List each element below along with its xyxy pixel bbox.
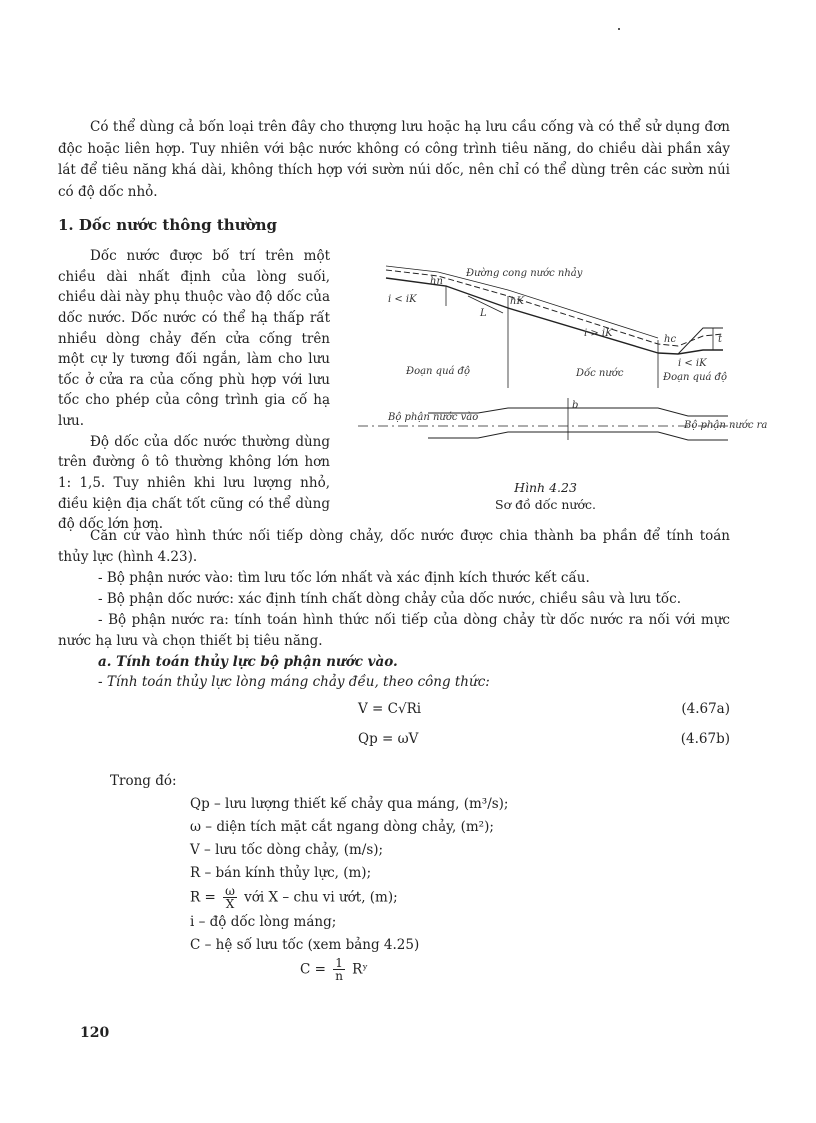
def-v: V – lưu tốc dòng chảy, (m/s);	[190, 841, 384, 858]
c-lhs: C =	[300, 961, 326, 978]
equation-1	[58, 693, 730, 723]
left-paragraph-1: Dốc nước được bố trí trên một chiều dài nhất định của lòng suối, chiều dài này phụ thuộc vào độ dốc của dốc nước. Dốc nước có thể hạ thấp rất nhiều dòng chảy đến cửa cống trên một cự ly tương đối ngắn, làm cho lưu tốc ở cửa ra của cống phù hợp với lưu tốc cho phép của công trình gia cố hạ lưu.	[58, 248, 330, 430]
section-heading: 1. Dốc nước thông thường	[58, 216, 278, 234]
label-slope: Dốc nước	[576, 368, 624, 379]
label-hc: hc	[664, 334, 677, 345]
def-r: R – bán kính thủy lực, (m);	[190, 864, 372, 881]
def-r-den: X	[225, 897, 235, 912]
caption-title: Hình 4.23	[514, 480, 577, 495]
label-transition-right: Đoạn quá độ	[663, 372, 728, 383]
label-L: L	[480, 308, 487, 319]
list-item-outlet: - Bộ phận nước ra: tính toán hình thức nối tiếp của dòng chảy từ dốc nước ra nối với mực nước hạ lưu và chọn thiết bị tiêu năng.	[58, 611, 730, 649]
plan-bottom-edge	[428, 432, 728, 440]
subsection-a: a. Tính toán thủy lực bộ phận nước vào.	[98, 653, 398, 670]
def-r-lhs: R =	[190, 889, 216, 906]
label-inlet: Bộ phận nước vào	[388, 412, 479, 423]
def-i: i – độ dốc lòng máng;	[190, 913, 337, 930]
c-num: 1	[335, 955, 343, 970]
def-c: C – hệ số lưu tốc (xem bảng 4.25)	[190, 936, 420, 953]
page-number: 120	[80, 1025, 110, 1041]
def-x: với X – chu vi ướt, (m);	[244, 889, 398, 906]
c-den: n	[335, 969, 343, 984]
equation-2-formula: Qp = ωV	[358, 731, 419, 748]
left-paragraph-2: Độ dốc của dốc nước thường dùng trên đường ô tô thường không lớn hơn 1: 1,5. Tuy nhiên khi lưu lượng nhỏ, điều kiện địa chất tốt cũng có thể dùng độ dốc lớn hơn.	[58, 433, 330, 533]
channel-bed-line	[386, 278, 658, 353]
label-transition-left: Đoạn quá độ	[406, 366, 471, 377]
body-paragraph-1: Căn cứ vào hình thức nối tiếp dòng chảy, dốc nước được chia thành ba phần để tính toán thủy lực (hình 4.23).	[58, 528, 730, 565]
def-qp: Qp – lưu lượng thiết kế chảy qua máng, (m³/s);	[190, 795, 509, 812]
def-r-fraction	[223, 885, 237, 911]
label-i-lt-ik-2: i < iK	[678, 358, 707, 369]
label-hk: hK	[510, 296, 524, 307]
label-b: b	[572, 400, 579, 411]
def-r-formula	[110, 885, 670, 911]
scan-speck	[618, 28, 620, 30]
calc-intro: - Tính toán thủy lực lòng máng chảy đều, theo công thức:	[98, 674, 490, 691]
c-rhs: Rʸ	[352, 961, 369, 978]
label-curve: Đường cong nước nhảy	[466, 268, 583, 279]
def-omega: ω – diện tích mặt cắt ngang dòng chảy, (m²);	[190, 818, 494, 835]
figure-caption	[358, 480, 733, 514]
def-r-num: ω	[225, 883, 235, 898]
definitions	[110, 770, 670, 983]
left-column	[58, 246, 330, 535]
equation-1-number: (4.67a)	[681, 701, 730, 718]
label-i-gt-ik: i > iK	[584, 328, 613, 339]
label-t: t	[718, 334, 723, 345]
body-section	[58, 526, 730, 753]
where-label: Trong đó:	[110, 773, 177, 789]
figure-4-23	[358, 258, 768, 514]
slope-diagram	[358, 258, 768, 480]
c-formula	[110, 957, 670, 983]
equation-1-formula: V = C√Ri	[358, 701, 422, 718]
intro-paragraph: Có thể dùng cả bốn loại trên đây cho thượng lưu hoặc hạ lưu cầu cống và có thể sử dụng đơn độc hoặc liên hợp. Tuy nhiên với bậc nước không có công trình tiêu năng, do chiều dài phần xây lát để tiêu năng khá dài, không thích hợp với sườn núi dốc, nên chỉ có thể dùng trên các sườn núi có độ dốc nhỏ.	[58, 119, 730, 200]
list-item-inlet: - Bộ phận nước vào: tìm lưu tốc lớn nhất và xác định kích thước kết cấu.	[98, 569, 590, 586]
caption-text: Sơ đồ dốc nước.	[495, 496, 596, 512]
equation-2	[58, 723, 730, 753]
outlet-bed-line	[658, 350, 723, 354]
label-i-lt-ik: i < iK	[388, 294, 417, 305]
equation-2-number: (4.67b)	[680, 731, 730, 748]
list-item-slope: - Bộ phận dốc nước: xác định tính chất dòng chảy của dốc nước, chiều sâu và lưu tốc.	[98, 590, 682, 607]
label-outlet: Bộ phận nước ra	[684, 420, 768, 431]
c-fraction	[333, 957, 345, 983]
label-hn: hn	[430, 276, 443, 287]
